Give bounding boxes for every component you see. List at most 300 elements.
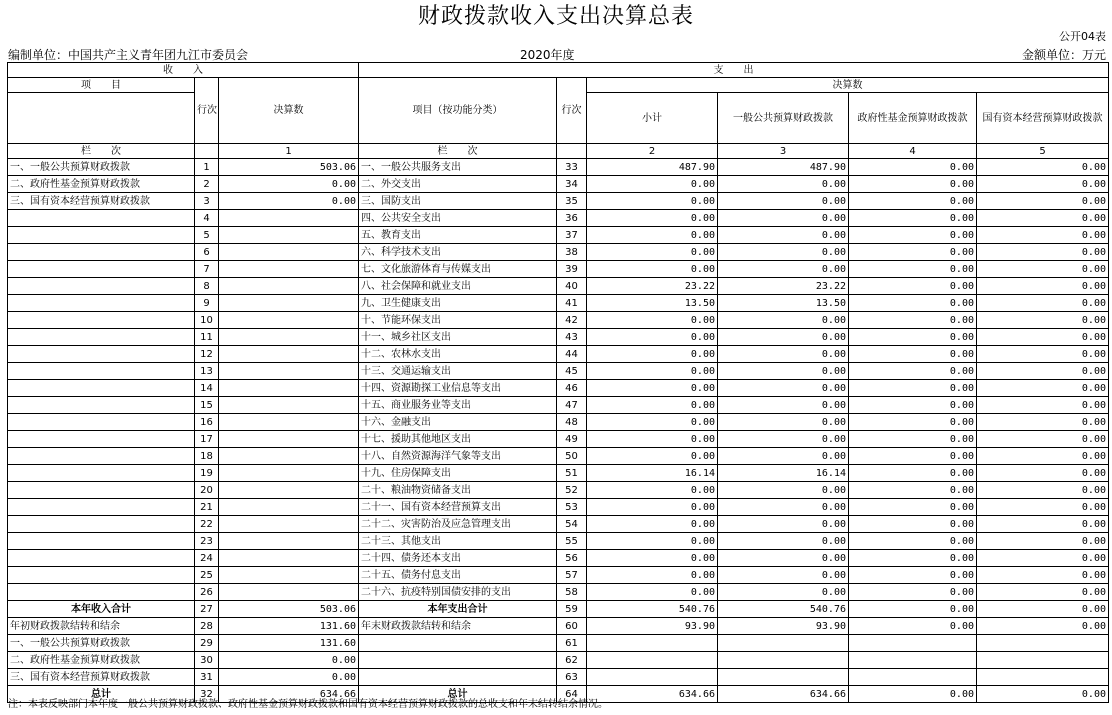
col-num-4[interactable]: 4 bbox=[849, 144, 977, 159]
income-item-cell[interactable] bbox=[8, 295, 195, 312]
income-header[interactable]: 收 入 bbox=[8, 63, 359, 78]
income-amount-cell[interactable] bbox=[219, 431, 359, 448]
expense-fund-cell[interactable]: 0.00 bbox=[849, 618, 977, 635]
income-amount-cell[interactable] bbox=[219, 380, 359, 397]
expense-row-no-cell[interactable]: 47 bbox=[557, 397, 587, 414]
expense-item-cell[interactable]: 二、外交支出 bbox=[359, 176, 557, 193]
expense-general-cell[interactable]: 0.00 bbox=[718, 363, 849, 380]
expense-fund-cell[interactable]: 0.00 bbox=[849, 414, 977, 431]
expense-row-no-cell[interactable]: 39 bbox=[557, 261, 587, 278]
expense-item-cell[interactable]: 六、科学技术支出 bbox=[359, 244, 557, 261]
expense-row-no-cell[interactable]: 36 bbox=[557, 210, 587, 227]
col-num-5[interactable]: 5 bbox=[977, 144, 1109, 159]
expense-subtotal-cell[interactable]: 0.00 bbox=[587, 414, 718, 431]
expense-subtotal-cell[interactable]: 0.00 bbox=[587, 431, 718, 448]
expense-general-cell[interactable]: 0.00 bbox=[718, 482, 849, 499]
expense-fund-cell[interactable]: 0.00 bbox=[849, 533, 977, 550]
expense-general-cell[interactable]: 23.22 bbox=[718, 278, 849, 295]
expense-general-cell[interactable]: 487.90 bbox=[718, 159, 849, 176]
income-item-cell[interactable]: 一、一般公共预算财政拨款 bbox=[8, 159, 195, 176]
income-item-cell[interactable]: 二、政府性基金预算财政拨款 bbox=[8, 652, 195, 669]
expense-general-cell[interactable] bbox=[718, 635, 849, 652]
expense-state-cell[interactable]: 0.00 bbox=[977, 329, 1109, 346]
expense-item-cell[interactable]: 五、教育支出 bbox=[359, 227, 557, 244]
income-amount-cell[interactable] bbox=[219, 363, 359, 380]
income-row-no-cell[interactable]: 22 bbox=[195, 516, 219, 533]
income-amount-cell[interactable]: 503.06 bbox=[219, 601, 359, 618]
expense-row-no-cell[interactable]: 51 bbox=[557, 465, 587, 482]
expense-subtotal-cell[interactable] bbox=[587, 652, 718, 669]
expense-row-no-cell[interactable]: 59 bbox=[557, 601, 587, 618]
expense-general-cell[interactable]: 0.00 bbox=[718, 533, 849, 550]
expense-item-cell[interactable]: 二十五、债务付息支出 bbox=[359, 567, 557, 584]
income-row-no-cell[interactable]: 29 bbox=[195, 635, 219, 652]
expense-state-cell[interactable]: 0.00 bbox=[977, 346, 1109, 363]
expense-row-no-cell[interactable]: 63 bbox=[557, 669, 587, 686]
expense-fund-cell[interactable]: 0.00 bbox=[849, 482, 977, 499]
income-item-cell[interactable]: 三、国有资本经营预算财政拨款 bbox=[8, 669, 195, 686]
expense-state-cell[interactable]: 0.00 bbox=[977, 499, 1109, 516]
expense-row-no-cell[interactable]: 37 bbox=[557, 227, 587, 244]
expense-fund-cell[interactable]: 0.00 bbox=[849, 686, 977, 703]
expense-row-no-cell[interactable]: 61 bbox=[557, 635, 587, 652]
expense-item-cell[interactable]: 七、文化旅游体育与传媒支出 bbox=[359, 261, 557, 278]
expense-item-cell[interactable]: 二十一、国有资本经营预算支出 bbox=[359, 499, 557, 516]
income-amount-cell[interactable]: 0.00 bbox=[219, 669, 359, 686]
expense-general-cell[interactable]: 0.00 bbox=[718, 414, 849, 431]
expense-fund-cell[interactable]: 0.00 bbox=[849, 363, 977, 380]
income-amount-cell[interactable] bbox=[219, 550, 359, 567]
expense-general-cell[interactable]: 0.00 bbox=[718, 312, 849, 329]
expense-state-cell[interactable]: 0.00 bbox=[977, 465, 1109, 482]
expense-state-cell[interactable]: 0.00 bbox=[977, 448, 1109, 465]
expense-subtotal-cell[interactable]: 0.00 bbox=[587, 363, 718, 380]
expense-row-no-cell[interactable]: 34 bbox=[557, 176, 587, 193]
income-item-cell[interactable]: 一、一般公共预算财政拨款 bbox=[8, 635, 195, 652]
income-row-no-cell[interactable]: 19 bbox=[195, 465, 219, 482]
expense-subtotal-cell[interactable]: 0.00 bbox=[587, 210, 718, 227]
expense-general-cell[interactable]: 0.00 bbox=[718, 448, 849, 465]
expense-item-cell[interactable]: 十一、城乡社区支出 bbox=[359, 329, 557, 346]
final-amount2-header[interactable]: 决算数 bbox=[587, 78, 1109, 93]
expense-item-cell[interactable]: 总计 bbox=[359, 686, 557, 703]
expense-item-cell[interactable]: 二十二、灾害防治及应急管理支出 bbox=[359, 516, 557, 533]
expense-subtotal-cell[interactable]: 0.00 bbox=[587, 380, 718, 397]
income-item-cell[interactable] bbox=[8, 363, 195, 380]
expense-row-no-cell[interactable]: 52 bbox=[557, 482, 587, 499]
income-row-no-cell[interactable]: 23 bbox=[195, 533, 219, 550]
income-amount-cell[interactable] bbox=[219, 261, 359, 278]
expense-item-cell[interactable]: 十六、金融支出 bbox=[359, 414, 557, 431]
expense-subtotal-cell[interactable]: 487.90 bbox=[587, 159, 718, 176]
income-item-cell[interactable] bbox=[8, 414, 195, 431]
income-row-no-cell[interactable]: 15 bbox=[195, 397, 219, 414]
general-header[interactable]: 一般公共预算财政拨款 bbox=[718, 93, 849, 144]
expense-state-cell[interactable] bbox=[977, 669, 1109, 686]
income-row-no-cell[interactable]: 27 bbox=[195, 601, 219, 618]
income-row-no-cell[interactable]: 13 bbox=[195, 363, 219, 380]
expense-general-cell[interactable]: 0.00 bbox=[718, 550, 849, 567]
expense-subtotal-cell[interactable]: 0.00 bbox=[587, 397, 718, 414]
lanci-label[interactable]: 栏 次 bbox=[8, 144, 195, 159]
expense-row-no-cell[interactable]: 56 bbox=[557, 550, 587, 567]
income-amount-cell[interactable] bbox=[219, 482, 359, 499]
income-amount-cell[interactable] bbox=[219, 295, 359, 312]
expense-general-cell[interactable]: 13.50 bbox=[718, 295, 849, 312]
expense-row-no-cell[interactable]: 53 bbox=[557, 499, 587, 516]
expense-fund-cell[interactable]: 0.00 bbox=[849, 278, 977, 295]
income-row-no-cell[interactable]: 26 bbox=[195, 584, 219, 601]
income-item-cell[interactable] bbox=[8, 584, 195, 601]
expense-general-cell[interactable] bbox=[718, 669, 849, 686]
expense-row-no-cell[interactable]: 44 bbox=[557, 346, 587, 363]
row-no-header[interactable]: 行次 bbox=[195, 78, 219, 144]
expense-general-cell[interactable]: 0.00 bbox=[718, 499, 849, 516]
income-row-no-cell[interactable]: 25 bbox=[195, 567, 219, 584]
expense-general-cell[interactable]: 540.76 bbox=[718, 601, 849, 618]
expense-row-no-cell[interactable]: 43 bbox=[557, 329, 587, 346]
income-row-no-cell[interactable]: 20 bbox=[195, 482, 219, 499]
income-row-no-cell[interactable]: 14 bbox=[195, 380, 219, 397]
expense-row-no-cell[interactable]: 41 bbox=[557, 295, 587, 312]
income-item-cell[interactable] bbox=[8, 227, 195, 244]
expense-state-cell[interactable]: 0.00 bbox=[977, 567, 1109, 584]
expense-row-no-cell[interactable]: 60 bbox=[557, 618, 587, 635]
expense-row-no-cell[interactable]: 46 bbox=[557, 380, 587, 397]
expense-subtotal-cell[interactable]: 0.00 bbox=[587, 193, 718, 210]
expense-general-cell[interactable]: 0.00 bbox=[718, 567, 849, 584]
expense-general-cell[interactable]: 0.00 bbox=[718, 431, 849, 448]
expense-general-cell[interactable]: 0.00 bbox=[718, 261, 849, 278]
expense-fund-cell[interactable]: 0.00 bbox=[849, 499, 977, 516]
expense-subtotal-cell[interactable]: 0.00 bbox=[587, 516, 718, 533]
income-row-no-cell[interactable]: 16 bbox=[195, 414, 219, 431]
row-no2-header[interactable]: 行次 bbox=[557, 78, 587, 144]
expense-state-cell[interactable]: 0.00 bbox=[977, 295, 1109, 312]
expense-fund-cell[interactable]: 0.00 bbox=[849, 397, 977, 414]
income-item-cell[interactable] bbox=[8, 346, 195, 363]
income-item-cell[interactable] bbox=[8, 465, 195, 482]
expense-row-no-cell[interactable]: 55 bbox=[557, 533, 587, 550]
income-item-cell[interactable] bbox=[8, 244, 195, 261]
expense-subtotal-cell[interactable]: 0.00 bbox=[587, 244, 718, 261]
income-item-cell[interactable] bbox=[8, 312, 195, 329]
expense-fund-cell[interactable]: 0.00 bbox=[849, 567, 977, 584]
expense-row-no-cell[interactable]: 48 bbox=[557, 414, 587, 431]
expense-item-cell[interactable]: 二十四、债务还本支出 bbox=[359, 550, 557, 567]
expense-item-cell[interactable] bbox=[359, 652, 557, 669]
expense-state-cell[interactable]: 0.00 bbox=[977, 584, 1109, 601]
expense-fund-cell[interactable]: 0.00 bbox=[849, 295, 977, 312]
item-header-blank[interactable] bbox=[8, 93, 195, 144]
income-amount-cell[interactable] bbox=[219, 329, 359, 346]
expense-item-cell[interactable]: 二十三、其他支出 bbox=[359, 533, 557, 550]
expense-row-no-cell[interactable]: 49 bbox=[557, 431, 587, 448]
expense-general-cell[interactable]: 0.00 bbox=[718, 193, 849, 210]
income-item-cell[interactable] bbox=[8, 567, 195, 584]
expense-fund-cell[interactable]: 0.00 bbox=[849, 465, 977, 482]
income-row-no-cell[interactable]: 4 bbox=[195, 210, 219, 227]
func-item-header[interactable]: 项目（按功能分类） bbox=[359, 78, 557, 144]
income-amount-cell[interactable] bbox=[219, 499, 359, 516]
lanci-label-2[interactable]: 栏 次 bbox=[359, 144, 557, 159]
income-item-cell[interactable]: 本年收入合计 bbox=[8, 601, 195, 618]
expense-row-no-cell[interactable]: 58 bbox=[557, 584, 587, 601]
expense-general-cell[interactable]: 16.14 bbox=[718, 465, 849, 482]
expense-state-cell[interactable]: 0.00 bbox=[977, 176, 1109, 193]
expense-item-cell[interactable]: 十三、交通运输支出 bbox=[359, 363, 557, 380]
fund-header[interactable]: 政府性基金预算财政拨款 bbox=[849, 93, 977, 144]
income-item-cell[interactable] bbox=[8, 550, 195, 567]
expense-state-cell[interactable]: 0.00 bbox=[977, 431, 1109, 448]
expense-fund-cell[interactable]: 0.00 bbox=[849, 329, 977, 346]
income-amount-cell[interactable]: 634.66 bbox=[219, 686, 359, 703]
expense-subtotal-cell[interactable]: 0.00 bbox=[587, 584, 718, 601]
income-amount-cell[interactable] bbox=[219, 346, 359, 363]
income-row-no-cell[interactable]: 2 bbox=[195, 176, 219, 193]
expense-item-cell[interactable]: 一、一般公共服务支出 bbox=[359, 159, 557, 176]
income-amount-cell[interactable]: 0.00 bbox=[219, 176, 359, 193]
expense-subtotal-cell[interactable]: 0.00 bbox=[587, 567, 718, 584]
expense-item-cell[interactable]: 十八、自然资源海洋气象等支出 bbox=[359, 448, 557, 465]
expense-fund-cell[interactable] bbox=[849, 669, 977, 686]
income-row-no-cell[interactable]: 11 bbox=[195, 329, 219, 346]
income-row-no-cell[interactable]: 12 bbox=[195, 346, 219, 363]
income-item-cell[interactable] bbox=[8, 329, 195, 346]
income-item-cell[interactable] bbox=[8, 516, 195, 533]
expense-state-cell[interactable]: 0.00 bbox=[977, 278, 1109, 295]
expense-item-cell[interactable]: 十五、商业服务业等支出 bbox=[359, 397, 557, 414]
income-item-cell[interactable] bbox=[8, 448, 195, 465]
expense-subtotal-cell[interactable]: 0.00 bbox=[587, 227, 718, 244]
expense-state-cell[interactable]: 0.00 bbox=[977, 193, 1109, 210]
lanci-blank-2[interactable] bbox=[557, 144, 587, 159]
income-item-cell[interactable] bbox=[8, 499, 195, 516]
expense-state-cell[interactable]: 0.00 bbox=[977, 533, 1109, 550]
expense-subtotal-cell[interactable]: 16.14 bbox=[587, 465, 718, 482]
expense-state-cell[interactable]: 0.00 bbox=[977, 516, 1109, 533]
income-amount-cell[interactable] bbox=[219, 210, 359, 227]
income-row-no-cell[interactable]: 8 bbox=[195, 278, 219, 295]
income-amount-cell[interactable] bbox=[219, 397, 359, 414]
expense-subtotal-cell[interactable]: 0.00 bbox=[587, 312, 718, 329]
income-amount-cell[interactable]: 131.60 bbox=[219, 635, 359, 652]
expense-state-cell[interactable]: 0.00 bbox=[977, 363, 1109, 380]
expense-subtotal-cell[interactable] bbox=[587, 669, 718, 686]
expense-fund-cell[interactable]: 0.00 bbox=[849, 431, 977, 448]
income-item-cell[interactable]: 年初财政拨款结转和结余 bbox=[8, 618, 195, 635]
expense-row-no-cell[interactable]: 38 bbox=[557, 244, 587, 261]
expense-subtotal-cell[interactable]: 23.22 bbox=[587, 278, 718, 295]
expense-item-cell[interactable]: 十七、援助其他地区支出 bbox=[359, 431, 557, 448]
income-row-no-cell[interactable]: 21 bbox=[195, 499, 219, 516]
expense-fund-cell[interactable]: 0.00 bbox=[849, 210, 977, 227]
income-row-no-cell[interactable]: 17 bbox=[195, 431, 219, 448]
expense-subtotal-cell[interactable]: 0.00 bbox=[587, 329, 718, 346]
expense-general-cell[interactable]: 0.00 bbox=[718, 397, 849, 414]
income-amount-cell[interactable]: 503.06 bbox=[219, 159, 359, 176]
expense-row-no-cell[interactable]: 33 bbox=[557, 159, 587, 176]
expense-state-cell[interactable]: 0.00 bbox=[977, 312, 1109, 329]
expense-row-no-cell[interactable]: 57 bbox=[557, 567, 587, 584]
expense-state-cell[interactable]: 0.00 bbox=[977, 227, 1109, 244]
col-num-3[interactable]: 3 bbox=[718, 144, 849, 159]
income-item-cell[interactable] bbox=[8, 278, 195, 295]
income-amount-cell[interactable] bbox=[219, 312, 359, 329]
income-row-no-cell[interactable]: 1 bbox=[195, 159, 219, 176]
expense-state-cell[interactable]: 0.00 bbox=[977, 482, 1109, 499]
state-header[interactable]: 国有资本经营预算财政拨款 bbox=[977, 93, 1109, 144]
expense-fund-cell[interactable]: 0.00 bbox=[849, 244, 977, 261]
expense-fund-cell[interactable]: 0.00 bbox=[849, 176, 977, 193]
expense-subtotal-cell[interactable]: 93.90 bbox=[587, 618, 718, 635]
income-row-no-cell[interactable]: 24 bbox=[195, 550, 219, 567]
expense-subtotal-cell[interactable]: 0.00 bbox=[587, 176, 718, 193]
income-amount-cell[interactable]: 131.60 bbox=[219, 618, 359, 635]
income-row-no-cell[interactable]: 5 bbox=[195, 227, 219, 244]
income-amount-cell[interactable] bbox=[219, 516, 359, 533]
expense-row-no-cell[interactable]: 40 bbox=[557, 278, 587, 295]
expense-subtotal-cell[interactable] bbox=[587, 635, 718, 652]
expense-row-no-cell[interactable]: 54 bbox=[557, 516, 587, 533]
expense-item-cell[interactable]: 十二、农林水支出 bbox=[359, 346, 557, 363]
expense-general-cell[interactable]: 0.00 bbox=[718, 584, 849, 601]
income-item-cell[interactable]: 总计 bbox=[8, 686, 195, 703]
income-amount-cell[interactable] bbox=[219, 567, 359, 584]
income-row-no-cell[interactable]: 32 bbox=[195, 686, 219, 703]
expense-fund-cell[interactable]: 0.00 bbox=[849, 516, 977, 533]
expense-item-cell[interactable]: 三、国防支出 bbox=[359, 193, 557, 210]
expense-fund-cell[interactable]: 0.00 bbox=[849, 227, 977, 244]
income-row-no-cell[interactable]: 9 bbox=[195, 295, 219, 312]
expense-item-cell[interactable]: 二十六、抗疫特别国债安排的支出 bbox=[359, 584, 557, 601]
expense-item-cell[interactable]: 十九、住房保障支出 bbox=[359, 465, 557, 482]
lanci-blank[interactable] bbox=[195, 144, 219, 159]
expense-fund-cell[interactable]: 0.00 bbox=[849, 584, 977, 601]
expense-row-no-cell[interactable]: 64 bbox=[557, 686, 587, 703]
income-amount-cell[interactable] bbox=[219, 584, 359, 601]
expense-fund-cell[interactable]: 0.00 bbox=[849, 448, 977, 465]
income-row-no-cell[interactable]: 30 bbox=[195, 652, 219, 669]
expense-row-no-cell[interactable]: 50 bbox=[557, 448, 587, 465]
income-item-cell[interactable] bbox=[8, 397, 195, 414]
expense-item-cell[interactable] bbox=[359, 635, 557, 652]
expense-state-cell[interactable]: 0.00 bbox=[977, 686, 1109, 703]
expense-fund-cell[interactable]: 0.00 bbox=[849, 601, 977, 618]
income-item-cell[interactable] bbox=[8, 482, 195, 499]
expense-subtotal-cell[interactable]: 0.00 bbox=[587, 346, 718, 363]
expense-subtotal-cell[interactable]: 0.00 bbox=[587, 448, 718, 465]
expense-state-cell[interactable]: 0.00 bbox=[977, 261, 1109, 278]
expense-state-cell[interactable]: 0.00 bbox=[977, 380, 1109, 397]
expense-row-no-cell[interactable]: 35 bbox=[557, 193, 587, 210]
expense-fund-cell[interactable]: 0.00 bbox=[849, 312, 977, 329]
income-amount-cell[interactable]: 0.00 bbox=[219, 652, 359, 669]
expense-item-cell[interactable]: 年末财政拨款结转和结余 bbox=[359, 618, 557, 635]
expense-general-cell[interactable]: 0.00 bbox=[718, 210, 849, 227]
expense-item-cell[interactable]: 十、节能环保支出 bbox=[359, 312, 557, 329]
expense-general-cell[interactable]: 93.90 bbox=[718, 618, 849, 635]
income-amount-cell[interactable] bbox=[219, 227, 359, 244]
income-amount-cell[interactable] bbox=[219, 414, 359, 431]
expense-header[interactable]: 支 出 bbox=[359, 63, 1109, 78]
income-amount-cell[interactable] bbox=[219, 278, 359, 295]
expense-state-cell[interactable] bbox=[977, 635, 1109, 652]
income-item-cell[interactable] bbox=[8, 261, 195, 278]
expense-general-cell[interactable]: 0.00 bbox=[718, 346, 849, 363]
expense-state-cell[interactable]: 0.00 bbox=[977, 159, 1109, 176]
col-num-1[interactable]: 1 bbox=[219, 144, 359, 159]
expense-subtotal-cell[interactable]: 634.66 bbox=[587, 686, 718, 703]
expense-general-cell[interactable]: 0.00 bbox=[718, 516, 849, 533]
income-amount-cell[interactable] bbox=[219, 244, 359, 261]
expense-state-cell[interactable]: 0.00 bbox=[977, 618, 1109, 635]
income-item-cell[interactable] bbox=[8, 431, 195, 448]
expense-state-cell[interactable]: 0.00 bbox=[977, 601, 1109, 618]
expense-general-cell[interactable]: 634.66 bbox=[718, 686, 849, 703]
expense-row-no-cell[interactable]: 45 bbox=[557, 363, 587, 380]
expense-item-cell[interactable]: 本年支出合计 bbox=[359, 601, 557, 618]
expense-item-cell[interactable]: 九、卫生健康支出 bbox=[359, 295, 557, 312]
income-item-cell[interactable]: 二、政府性基金预算财政拨款 bbox=[8, 176, 195, 193]
expense-item-cell[interactable]: 十四、资源勘探工业信息等支出 bbox=[359, 380, 557, 397]
subtotal-header[interactable]: 小计 bbox=[587, 93, 718, 144]
item-header[interactable]: 项 目 bbox=[8, 78, 195, 93]
expense-item-cell[interactable]: 八、社会保障和就业支出 bbox=[359, 278, 557, 295]
income-row-no-cell[interactable]: 3 bbox=[195, 193, 219, 210]
income-item-cell[interactable]: 三、国有资本经营预算财政拨款 bbox=[8, 193, 195, 210]
expense-subtotal-cell[interactable]: 0.00 bbox=[587, 261, 718, 278]
income-row-no-cell[interactable]: 6 bbox=[195, 244, 219, 261]
income-row-no-cell[interactable]: 10 bbox=[195, 312, 219, 329]
expense-general-cell[interactable]: 0.00 bbox=[718, 227, 849, 244]
expense-item-cell[interactable] bbox=[359, 669, 557, 686]
income-row-no-cell[interactable]: 7 bbox=[195, 261, 219, 278]
expense-subtotal-cell[interactable]: 0.00 bbox=[587, 533, 718, 550]
expense-fund-cell[interactable]: 0.00 bbox=[849, 159, 977, 176]
income-amount-cell[interactable] bbox=[219, 465, 359, 482]
income-item-cell[interactable] bbox=[8, 533, 195, 550]
income-amount-cell[interactable] bbox=[219, 533, 359, 550]
income-row-no-cell[interactable]: 18 bbox=[195, 448, 219, 465]
expense-subtotal-cell[interactable]: 0.00 bbox=[587, 550, 718, 567]
income-item-cell[interactable] bbox=[8, 210, 195, 227]
expense-general-cell[interactable] bbox=[718, 652, 849, 669]
expense-item-cell[interactable]: 二十、粮油物资储备支出 bbox=[359, 482, 557, 499]
income-item-cell[interactable] bbox=[8, 380, 195, 397]
expense-row-no-cell[interactable]: 62 bbox=[557, 652, 587, 669]
income-amount-cell[interactable] bbox=[219, 448, 359, 465]
expense-fund-cell[interactable]: 0.00 bbox=[849, 550, 977, 567]
expense-subtotal-cell[interactable]: 540.76 bbox=[587, 601, 718, 618]
expense-fund-cell[interactable]: 0.00 bbox=[849, 380, 977, 397]
expense-fund-cell[interactable] bbox=[849, 652, 977, 669]
expense-general-cell[interactable]: 0.00 bbox=[718, 380, 849, 397]
expense-general-cell[interactable]: 0.00 bbox=[718, 329, 849, 346]
expense-fund-cell[interactable]: 0.00 bbox=[849, 261, 977, 278]
income-amount-cell[interactable]: 0.00 bbox=[219, 193, 359, 210]
expense-row-no-cell[interactable]: 42 bbox=[557, 312, 587, 329]
expense-fund-cell[interactable]: 0.00 bbox=[849, 193, 977, 210]
expense-state-cell[interactable]: 0.00 bbox=[977, 550, 1109, 567]
expense-general-cell[interactable]: 0.00 bbox=[718, 176, 849, 193]
expense-general-cell[interactable]: 0.00 bbox=[718, 244, 849, 261]
expense-subtotal-cell[interactable]: 0.00 bbox=[587, 482, 718, 499]
income-row-no-cell[interactable]: 31 bbox=[195, 669, 219, 686]
income-row-no-cell[interactable]: 28 bbox=[195, 618, 219, 635]
expense-subtotal-cell[interactable]: 13.50 bbox=[587, 295, 718, 312]
expense-state-cell[interactable] bbox=[977, 652, 1109, 669]
